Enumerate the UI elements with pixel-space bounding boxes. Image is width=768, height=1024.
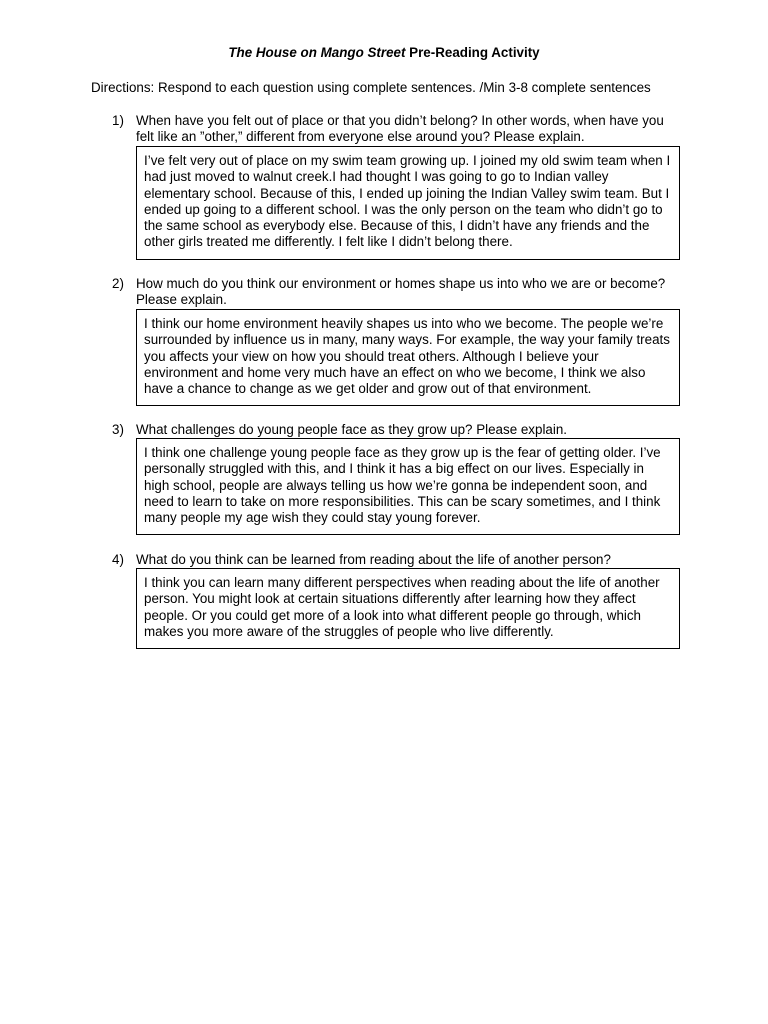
- answer-box-4: I think you can learn many different perspectives when reading about the life of another person. You might look at certain situations differently after learning how they affect people. Or you could get more of a look into what different people go through, which makes you more aware of the struggles of people who live differently.: [136, 568, 680, 649]
- question-text: What do you think can be learned from reading about the life of another person?: [136, 552, 611, 567]
- question-number: 2): [112, 276, 124, 291]
- question-text: When have you felt out of place or that you didn’t belong? In other words, when have you felt like an ”other,” different from everyone else around you? Please explain.: [136, 113, 664, 145]
- book-title: The House on Mango Street: [228, 45, 406, 60]
- directions-text: Directions: Respond to each question using complete sentences. /Min 3-8 complete sentences: [91, 80, 651, 95]
- question-text: How much do you think our environment or homes shape us into who we are or become? Please explain.: [136, 276, 666, 308]
- question-number: 1): [112, 113, 124, 128]
- question-number: 4): [112, 552, 124, 567]
- title-suffix: Pre-Reading Activity: [405, 45, 540, 60]
- answer-box-2: I think our home environment heavily shapes us into who we become. The people we’re surrounded by influence us in many, many ways. For example, the way your family treats you affects your view on how you should treat others. Although I believe your environment and home very much have an effect on who we become, I think we also have a chance to change as we get older and grow out of that environment.: [136, 309, 680, 406]
- page-title: [0, 45, 768, 61]
- question-number: 3): [112, 422, 124, 437]
- answer-box-3: I think one challenge young people face as they grow up is the fear of getting older. I’ve personally struggled with this, and I think it has a big effect on our lives. Especially in high school, people are always telling us how we’re gonna be independent soon, and need to learn to take on more responsibilities. This can be scary sometimes, and I think many people my age wish they could stay young forever.: [136, 438, 680, 535]
- question-text: What challenges do young people face as they grow up? Please explain.: [136, 422, 568, 437]
- answer-box-1: I’ve felt very out of place on my swim team growing up. I joined my old swim team when I had just moved to walnut creek.I had thought I was going to go to Indian valley elementary school. Because of this, I ended up joining the Indian Valley swim team. But I ended up going to a different school. I was the only person on the team who didn’t go to the same school as everybody else. Because of this, I didn’t have any friends and the other girls treated me differently. I felt like I didn’t belong there.: [136, 146, 680, 260]
